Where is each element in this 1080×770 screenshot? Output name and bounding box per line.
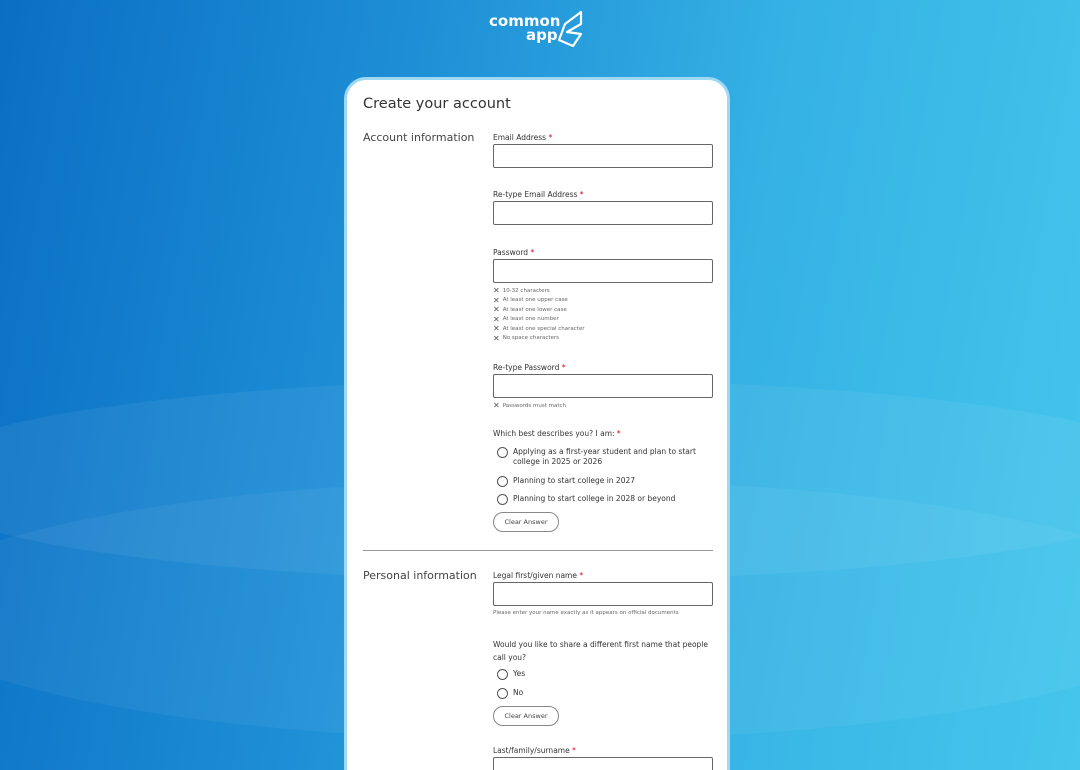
password-rule: ✕ At least one lower case <box>493 305 567 314</box>
retype-password-label: Re-type Password * <box>493 363 566 372</box>
x-icon: ✕ <box>493 295 500 305</box>
password-rule: ✕ At least one upper case <box>493 295 568 305</box>
password-input[interactable] <box>493 259 713 283</box>
x-icon: ✕ <box>493 401 500 410</box>
x-icon: ✕ <box>493 305 500 314</box>
first-name-label: Legal first/given name * <box>493 571 584 580</box>
last-name-label: Last/family/surname * <box>493 746 576 755</box>
first-name-hint: Please enter your name exactly as it appears on official documents <box>493 610 679 616</box>
radio-circle <box>497 476 508 487</box>
password-rule: ✕ No space characters <box>493 333 560 343</box>
section-divider <box>363 550 713 551</box>
logo-wing-icon <box>555 10 585 48</box>
section-heading-account: Account information <box>363 131 475 144</box>
section-heading-personal: Personal information <box>363 569 477 582</box>
radio-circle <box>497 669 508 680</box>
radio-option-2025-2026[interactable]: Applying as a first-year student and plan to start college in 2025 or 2026 <box>497 447 712 467</box>
password-rule: ✕ At least one number <box>493 314 559 324</box>
password-match-rule: ✕ Passwords must match <box>493 401 567 410</box>
last-name-input[interactable] <box>493 757 713 770</box>
x-icon: ✕ <box>493 324 500 333</box>
x-icon: ✕ <box>493 314 500 324</box>
password-label: Password * <box>493 248 535 257</box>
first-name-input[interactable] <box>493 582 713 606</box>
preferred-name-question: Would you like to share a different first name that people call you? <box>493 640 708 662</box>
radio-circle <box>497 688 508 699</box>
password-rule: ✕ 10-32 characters <box>493 286 550 295</box>
retype-password-input[interactable] <box>493 374 713 398</box>
x-icon: ✕ <box>493 286 500 295</box>
email-input[interactable] <box>493 144 713 168</box>
radio-option-no[interactable]: No <box>497 688 712 699</box>
retype-email-label: Re-type Email Address * <box>493 190 584 199</box>
radio-circle <box>497 494 508 505</box>
radio-option-2028[interactable]: Planning to start college in 2028 or beyond <box>497 494 712 505</box>
clear-answer-button[interactable]: Clear Answer <box>493 512 559 532</box>
describe-question: Which best describes you? I am: * <box>493 429 621 438</box>
email-label: Email Address * <box>493 133 553 142</box>
password-rule: ✕ At least one special character <box>493 324 585 333</box>
radio-option-2027[interactable]: Planning to start college in 2027 <box>497 476 712 487</box>
radio-option-yes[interactable]: Yes <box>497 669 712 680</box>
create-account-card <box>344 77 730 770</box>
retype-email-input[interactable] <box>493 201 713 225</box>
page-title: Create your account <box>363 96 511 112</box>
radio-circle <box>497 447 508 458</box>
x-icon: ✕ <box>493 333 500 343</box>
clear-answer-button[interactable]: Clear Answer <box>493 706 559 726</box>
